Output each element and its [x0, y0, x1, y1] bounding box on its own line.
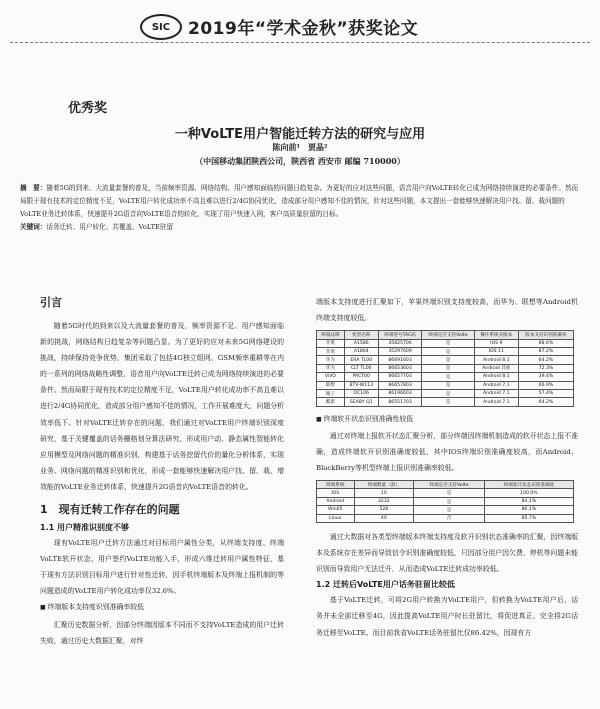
abstract-block: [20, 182, 580, 234]
table1-cell: A1864: [344, 347, 378, 355]
table2-header: 终端数量（款）: [354, 481, 414, 489]
table2-header: 终端软开状态识别准确度: [484, 481, 573, 489]
intro-paragraph: 随着5G时代的到来以及大流量套餐的普及，频率资源不足、用户感知面临新的挑战，网络结构日趋复杂等问题凸显。为了更好的应对未来5G网络建设的挑战，持续保持竞争优势，集团采取了包括4G独立组网、GSM频率重耕等在内的一系列的网络战略性调整，语音用户向VoLTE迁转已成为网络持续演进的必要条件。然而局限于现有技术的定位精度不足，VoLTE用户转化成功率不高且难以进行2/4G协同优化，造成部分用户感知不佳的情况，工作开展难度大，问题分析效率低下。针对VoLTE迁转存在的问题，我们通过对VoLTE用户终端识别深度研究，基于关键覆盖的话务栅格划分算法研究，形成用户动、静态属性智能转化应用模型及网络问题的精准识别，构建基于话务挖留代价的量化分析体系，实现业务、网络问题的精准识别和优化，形成一套能够快速解决用户找、留、栽、增效能的VoLTE业务迁转体系，快速提升2G语音向VoLTE语音的转化。: [40, 322, 284, 491]
table1-cell: 72.3%: [518, 364, 573, 372]
table1-header: 终端型号TAC码: [378, 331, 422, 339]
right-bottom-body: [316, 529, 578, 577]
logo-text: SIC: [151, 21, 171, 33]
intro-body: [40, 318, 284, 495]
table1-cell: IOS 9: [474, 339, 518, 347]
table1-cell: Android 8.1: [474, 356, 518, 364]
table1-cell: 88.6%: [518, 339, 573, 347]
award-label: 优秀奖: [68, 101, 108, 116]
table2-cell: Android: [317, 497, 355, 505]
table2-cell: Linux: [317, 514, 355, 522]
table1-cell: Android 7.1: [474, 389, 518, 397]
abstract: [20, 182, 580, 221]
terminal-version-paragraph: 汇聚历史数据分析，因部分终端因版本不同而不支持VoLTE造成的用户迁转失败，通过历史大数据汇聚，对终: [40, 620, 284, 645]
abstract-label: 摘 要：: [20, 184, 47, 192]
table1-header: 终端品牌: [317, 331, 345, 339]
table1-cell: 86657803: [378, 381, 422, 389]
table1-cell: 86691603: [378, 356, 422, 364]
table1-row: [317, 381, 574, 389]
header-divider: [10, 42, 590, 43]
table1-cell: 是: [422, 373, 474, 381]
section-1-1-paragraph: 现有VoLTE用户迁转方法通过对目标用户属性分类，从终端支持度、终端VoLTE软开状态、用户签约VoLTE功能入手，形成六维迁转用户属性特征，基于现有方法识别目标用户进行针对性迁转，因手机终端版本及终端上报机制的等问题造成的VoLTE用户转化成功率仅32.6%。: [40, 539, 284, 596]
paper-authors: 陈向前¹ 贾晶²: [272, 142, 328, 152]
table1-cell: 苹果: [317, 347, 345, 355]
table1-cell: 57.4%: [518, 389, 573, 397]
table1-cell: A1586: [344, 339, 378, 347]
table1-cell: 联想: [317, 381, 345, 389]
keywords: [20, 221, 580, 234]
table2-row: [317, 514, 574, 522]
intro-heading: 引言: [40, 296, 62, 309]
right-top-paragraph: 端版本支持度进行汇聚如下，苹果终端识别支持度较高，而华为、联想等Android机终端支持度较低。: [316, 298, 578, 323]
table1-cell: 酷派: [317, 398, 345, 406]
table1-cell: Android 8.1: [474, 373, 518, 381]
table1-cell: 是: [422, 347, 474, 355]
table2-body: [317, 489, 574, 523]
table2-cell: 40: [354, 514, 414, 522]
table1-cell: 86196603: [378, 389, 422, 397]
table1-cell: OC106: [344, 389, 378, 397]
section-1-1-body: [40, 535, 284, 649]
table2-cell: 86.1%: [484, 506, 573, 514]
section-1-2-heading: 1.2 迁转后VoLTE用户话务驻留比较低: [316, 580, 455, 590]
table1-cell: 是: [422, 389, 474, 397]
table2-cell: 84.1%: [484, 497, 573, 505]
table1-cell: CLT TL00: [344, 364, 378, 372]
table1-row: [317, 347, 574, 355]
table2-cell: 否: [414, 514, 485, 522]
section-1-1-heading: 1.1 用户精准识别度不够: [40, 523, 129, 533]
table2-cell: 是: [414, 489, 485, 497]
table1-cell: 64.2%: [518, 398, 573, 406]
table1-cell: 是: [422, 398, 474, 406]
paper-title: 一种VoLTE用户智能迁转方法的研究与应用: [174, 127, 426, 142]
paper-affiliation: （中国移动集团陕西公司，陕西省 西安市 邮编 710000）: [195, 156, 405, 166]
table1-row: [317, 389, 574, 397]
table2-cell: 是: [414, 506, 485, 514]
soft-switch-paragraph: 通过对终端上报软开状态汇聚分析，部分终端因终端机制造成的软开状态上报不准确，造成终端软开识别准确度较低，其中IOS终端识别准确度较高，而Android、BlackBerry等机型终端上报识别准确率较低。: [316, 431, 578, 472]
bigdata-summary-paragraph: 通过大数据对各类型终端版本终端支持度及软开识别状态准确率的汇聚，因终端版本及系统存在差异而导致信令识别准确度较低，只因部分用户因欠费、停机等问题未能识别而导致用户无法迁升，从而造成VoLTE迁转成功率较低。: [316, 533, 578, 574]
right-top-body: [316, 294, 578, 326]
table1-body: [317, 339, 574, 406]
table2-row: [317, 506, 574, 514]
table1-cell: 86653603: [378, 364, 422, 372]
terminal-support-table: [316, 330, 574, 407]
table1-cell: 是: [422, 339, 474, 347]
table2-row: [317, 489, 574, 497]
table1-cell: Android 其他: [474, 364, 518, 372]
table2-cell: IOS: [317, 489, 355, 497]
table1-cell: 35297609: [378, 347, 422, 355]
section-1-2-paragraph: 基于VoLTE迁转，可将2G用户转换为VoLTE用户，但转换为VoLTE用户后，话务并未全部迁移至4G，因此提高VoLTE用户时长驻留比，将促进真正、完全将2G话务迁移至VoLTE。而目前我省VoLTE话务驻留比仅86.42%，因现有方: [316, 596, 578, 637]
table1-cell: 华为: [317, 364, 345, 372]
table1-cell: 是: [422, 381, 474, 389]
table2-cell: 10: [354, 489, 414, 497]
table1-cell: 64.2%: [518, 356, 573, 364]
table1-header: 操作系统及版本: [474, 331, 518, 339]
soft-switch-accuracy-table: [316, 480, 574, 523]
table1-header: 机型名称: [344, 331, 378, 339]
table1-row: [317, 364, 574, 372]
table1-cell: SEA8Y Q1: [344, 398, 378, 406]
table1-cell: BTV-W113: [344, 381, 378, 389]
table2-cell: Win05: [317, 506, 355, 514]
table1-cell: ViVO: [317, 373, 345, 381]
table2-cell: 528: [354, 506, 414, 514]
table2-row: [317, 497, 574, 505]
table2-cell: 是: [414, 497, 485, 505]
table1-cell: Android 7.1: [474, 398, 518, 406]
keywords-label: 关键词：: [20, 223, 47, 231]
right-column: [316, 294, 578, 641]
table1-header-row: [317, 331, 574, 339]
table1-row: [317, 398, 574, 406]
table2-header: 终端系统: [317, 481, 355, 489]
bullet-soft-switch: ■ 终端软开状态识别准确性较低: [316, 411, 578, 428]
table2-cell: 85.7%: [484, 514, 573, 522]
table2-header-row: [317, 481, 574, 489]
table1-cell: 39.4%: [518, 373, 573, 381]
left-column: [40, 294, 284, 649]
table1-cell: IOS 11: [474, 347, 518, 355]
table1-cell: 华为: [317, 356, 345, 364]
table1-cell: 66.9%: [518, 381, 573, 389]
journal-header-title: 2019年“学术金秋”获奖论文: [188, 19, 419, 39]
table1-row: [317, 356, 574, 364]
abstract-text: 随着5G的到来、大流量套餐的普及，当前频率资源、网络结构、用户感知面临的问题日趋复杂。为更好的应对这些问题，语音用户向VoLTE转化已成为网络持续演进的必要条件。然而局限于现有技术的定位精度不足，VoLTE用户转化成功率不高且难以进行2/4G协同优化，造成部分用户感知不佳的情况，针对这些问题，本文提出一套能够快速解决用户找、留、栽问题的VoLTE业务迁转体系，快速提升2G语音向VoLTE语音的转化，实现了用户快速入网，客户高质量驻留的目标。: [20, 184, 579, 218]
table1-cell: 是: [422, 356, 474, 364]
section-1-2-body: [316, 592, 578, 640]
table1-cell: 是: [422, 364, 474, 372]
table1-row: [317, 373, 574, 381]
section-1-heading: 1 现有迁转工作存在的问题: [40, 503, 180, 517]
table1-header: 终端是否支持Volte: [422, 331, 474, 339]
table1-cell: 86657703: [378, 373, 422, 381]
table1-cell: PACT00: [344, 373, 378, 381]
keywords-text: 话务迁转、用户转化、共覆盖、VoLTE驻留: [46, 223, 174, 231]
table1-header: 版本支持识别准确率: [518, 331, 573, 339]
table1-row: [317, 339, 574, 347]
table2-cell: 100.0%: [484, 489, 573, 497]
table1-cell: ERA TL00: [344, 356, 378, 364]
right-mid-body: [316, 411, 578, 476]
bullet-terminal-version: ■ 终端版本支持度识别准确率较低: [40, 599, 284, 616]
table2-cell: 3232: [354, 497, 414, 505]
table1-cell: Android 7.1: [474, 381, 518, 389]
sic-logo: [140, 14, 182, 40]
table1-cell: 86551703: [378, 398, 422, 406]
table2-header: 终端是否支持Volte: [414, 481, 485, 489]
table1-cell: 锤子: [317, 389, 345, 397]
page-header: [0, 0, 600, 58]
table1-cell: 87.2%: [518, 347, 573, 355]
table1-cell: 苹果: [317, 339, 345, 347]
table1-cell: 35825706: [378, 339, 422, 347]
